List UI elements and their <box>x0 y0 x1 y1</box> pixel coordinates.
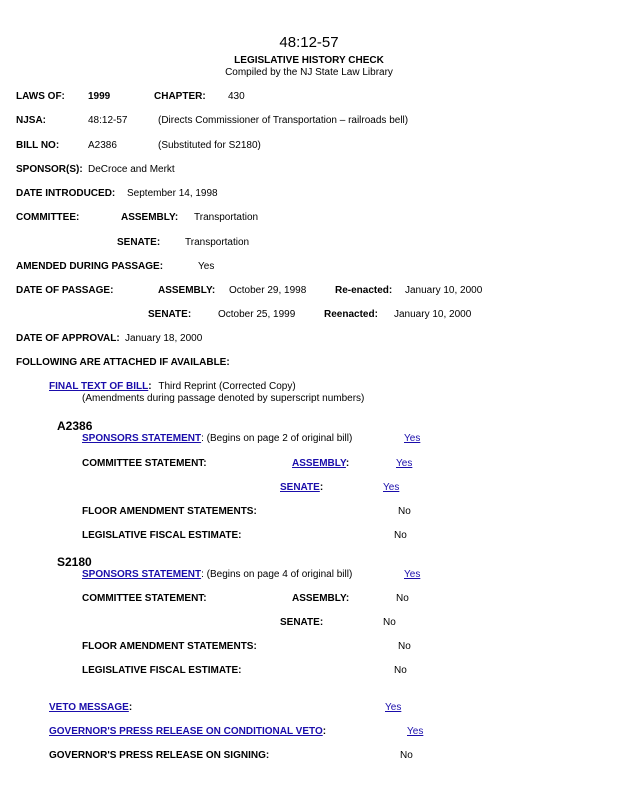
bill-no-value: A2386 <box>88 140 117 151</box>
s2180-committee-label: COMMITTEE STATEMENT: <box>82 593 207 604</box>
njsa-value: 48:12-57 <box>88 115 128 126</box>
a2386-fiscal-label: LEGISLATIVE FISCAL ESTIMATE: <box>82 530 242 541</box>
amended-label: AMENDED DURING PASSAGE: <box>16 261 164 272</box>
committee-assembly-label: ASSEMBLY: <box>121 212 179 223</box>
laws-of-year: 1999 <box>88 91 111 102</box>
final-text-link[interactable]: FINAL TEXT OF BILL <box>49 381 149 392</box>
a2386-senate-yes-link[interactable]: Yes <box>383 482 400 493</box>
date-introduced-value: September 14, 1998 <box>127 188 218 199</box>
a2386-sponsors-yes-link[interactable]: Yes <box>404 433 421 444</box>
passage-senate-reenacted: January 10, 2000 <box>394 309 472 320</box>
a2386-senate-link[interactable]: SENATE <box>280 482 320 493</box>
s2180-assembly-label: ASSEMBLY: <box>292 593 350 604</box>
a2386-sponsors-row <box>82 433 352 445</box>
page-citation: 48:12-57 <box>279 34 339 51</box>
veto-row <box>49 702 132 714</box>
njsa-label: NJSA: <box>16 115 47 126</box>
veto-message-link[interactable]: VETO MESSAGE <box>49 702 129 713</box>
press-signing-label: GOVERNOR'S PRESS RELEASE ON SIGNING: <box>49 750 270 761</box>
s2180-senate-value: No <box>383 617 396 628</box>
laws-of-label: LAWS OF: <box>16 91 65 102</box>
a2386-floor-label: FLOOR AMENDMENT STATEMENTS: <box>82 506 257 517</box>
s2180-fiscal-label: LEGISLATIVE FISCAL ESTIMATE: <box>82 665 242 676</box>
a2386-fiscal-value: No <box>394 530 407 541</box>
passage-senate-date: October 25, 1999 <box>218 309 296 320</box>
committee-assembly-value: Transportation <box>194 212 259 223</box>
a2386-senate-row <box>280 482 323 494</box>
s2180-sponsors-yes-link[interactable]: Yes <box>404 569 421 580</box>
a2386-heading: A2386 <box>57 419 93 433</box>
s2180-senate-label: SENATE: <box>280 617 324 628</box>
approval-value: January 18, 2000 <box>125 333 203 344</box>
passage-label: DATE OF PASSAGE: <box>16 285 114 296</box>
a2386-assembly-yes-link[interactable]: Yes <box>396 458 413 469</box>
attached-heading: FOLLOWING ARE ATTACHED IF AVAILABLE: <box>16 357 230 368</box>
a2386-floor-value: No <box>398 506 411 517</box>
s2180-sponsors-row <box>82 569 352 581</box>
chapter-label: CHAPTER: <box>154 91 206 102</box>
date-introduced-label: DATE INTRODUCED: <box>16 188 116 199</box>
final-text-row <box>49 381 296 393</box>
press-signing-value: No <box>400 750 413 761</box>
a2386-senate-colon: : <box>319 482 324 493</box>
passage-assembly-label: ASSEMBLY: <box>158 285 216 296</box>
passage-assembly-reenacted-label: Re-enacted: <box>335 285 393 296</box>
sponsors-label: SPONSOR(S): <box>16 164 83 175</box>
final-text-colon: : <box>148 381 152 392</box>
bill-no-note: (Substituted for S2180) <box>158 140 261 151</box>
chapter-value: 430 <box>228 91 245 102</box>
s2180-floor-label: FLOOR AMENDMENT STATEMENTS: <box>82 641 257 652</box>
s2180-floor-value: No <box>398 641 411 652</box>
passage-senate-label: SENATE: <box>148 309 192 320</box>
press-conditional-colon: : <box>322 726 327 737</box>
passage-senate-reenacted-label: Reenacted: <box>324 309 378 320</box>
amended-value: Yes <box>198 261 215 272</box>
s2180-fiscal-value: No <box>394 665 407 676</box>
bill-no-label: BILL NO: <box>16 140 60 151</box>
approval-label: DATE OF APPROVAL: <box>16 333 120 344</box>
passage-assembly-date: October 29, 1998 <box>229 285 307 296</box>
sponsors-value: DeCroce and Merkt <box>88 164 175 175</box>
a2386-sponsors-note: : (Begins on page 2 of original bill) <box>201 433 353 444</box>
page-title: LEGISLATIVE HISTORY CHECK <box>234 55 384 66</box>
veto-yes-link[interactable]: Yes <box>385 702 402 713</box>
s2180-heading: S2180 <box>57 555 92 569</box>
final-text-note: (Amendments during passage denoted by superscript numbers) <box>82 393 365 404</box>
passage-assembly-reenacted: January 10, 2000 <box>405 285 483 296</box>
a2386-sponsors-statement-link[interactable]: SPONSORS STATEMENT <box>82 433 202 444</box>
veto-colon: : <box>128 702 133 713</box>
a2386-assembly-colon: : <box>345 458 350 469</box>
a2386-assembly-link[interactable]: ASSEMBLY <box>292 458 346 469</box>
committee-senate-value: Transportation <box>185 237 250 248</box>
a2386-assembly-row <box>292 458 349 470</box>
committee-label: COMMITTEE: <box>16 212 80 223</box>
press-conditional-row <box>49 726 326 738</box>
press-release-conditional-veto-link[interactable]: GOVERNOR'S PRESS RELEASE ON CONDITIONAL VETO <box>49 726 323 737</box>
final-text-value: Third Reprint (Corrected Copy) <box>158 381 296 392</box>
s2180-sponsors-note: : (Begins on page 4 of original bill) <box>201 569 353 580</box>
committee-senate-label: SENATE: <box>117 237 161 248</box>
a2386-committee-label: COMMITTEE STATEMENT: <box>82 458 207 469</box>
press-conditional-yes-link[interactable]: Yes <box>407 726 424 737</box>
njsa-description: (Directs Commissioner of Transportation – railroads bell) <box>158 115 409 126</box>
compiled-by: Compiled by the NJ State Law Library <box>225 67 393 78</box>
s2180-sponsors-statement-link[interactable]: SPONSORS STATEMENT <box>82 569 202 580</box>
s2180-assembly-value: No <box>396 593 409 604</box>
